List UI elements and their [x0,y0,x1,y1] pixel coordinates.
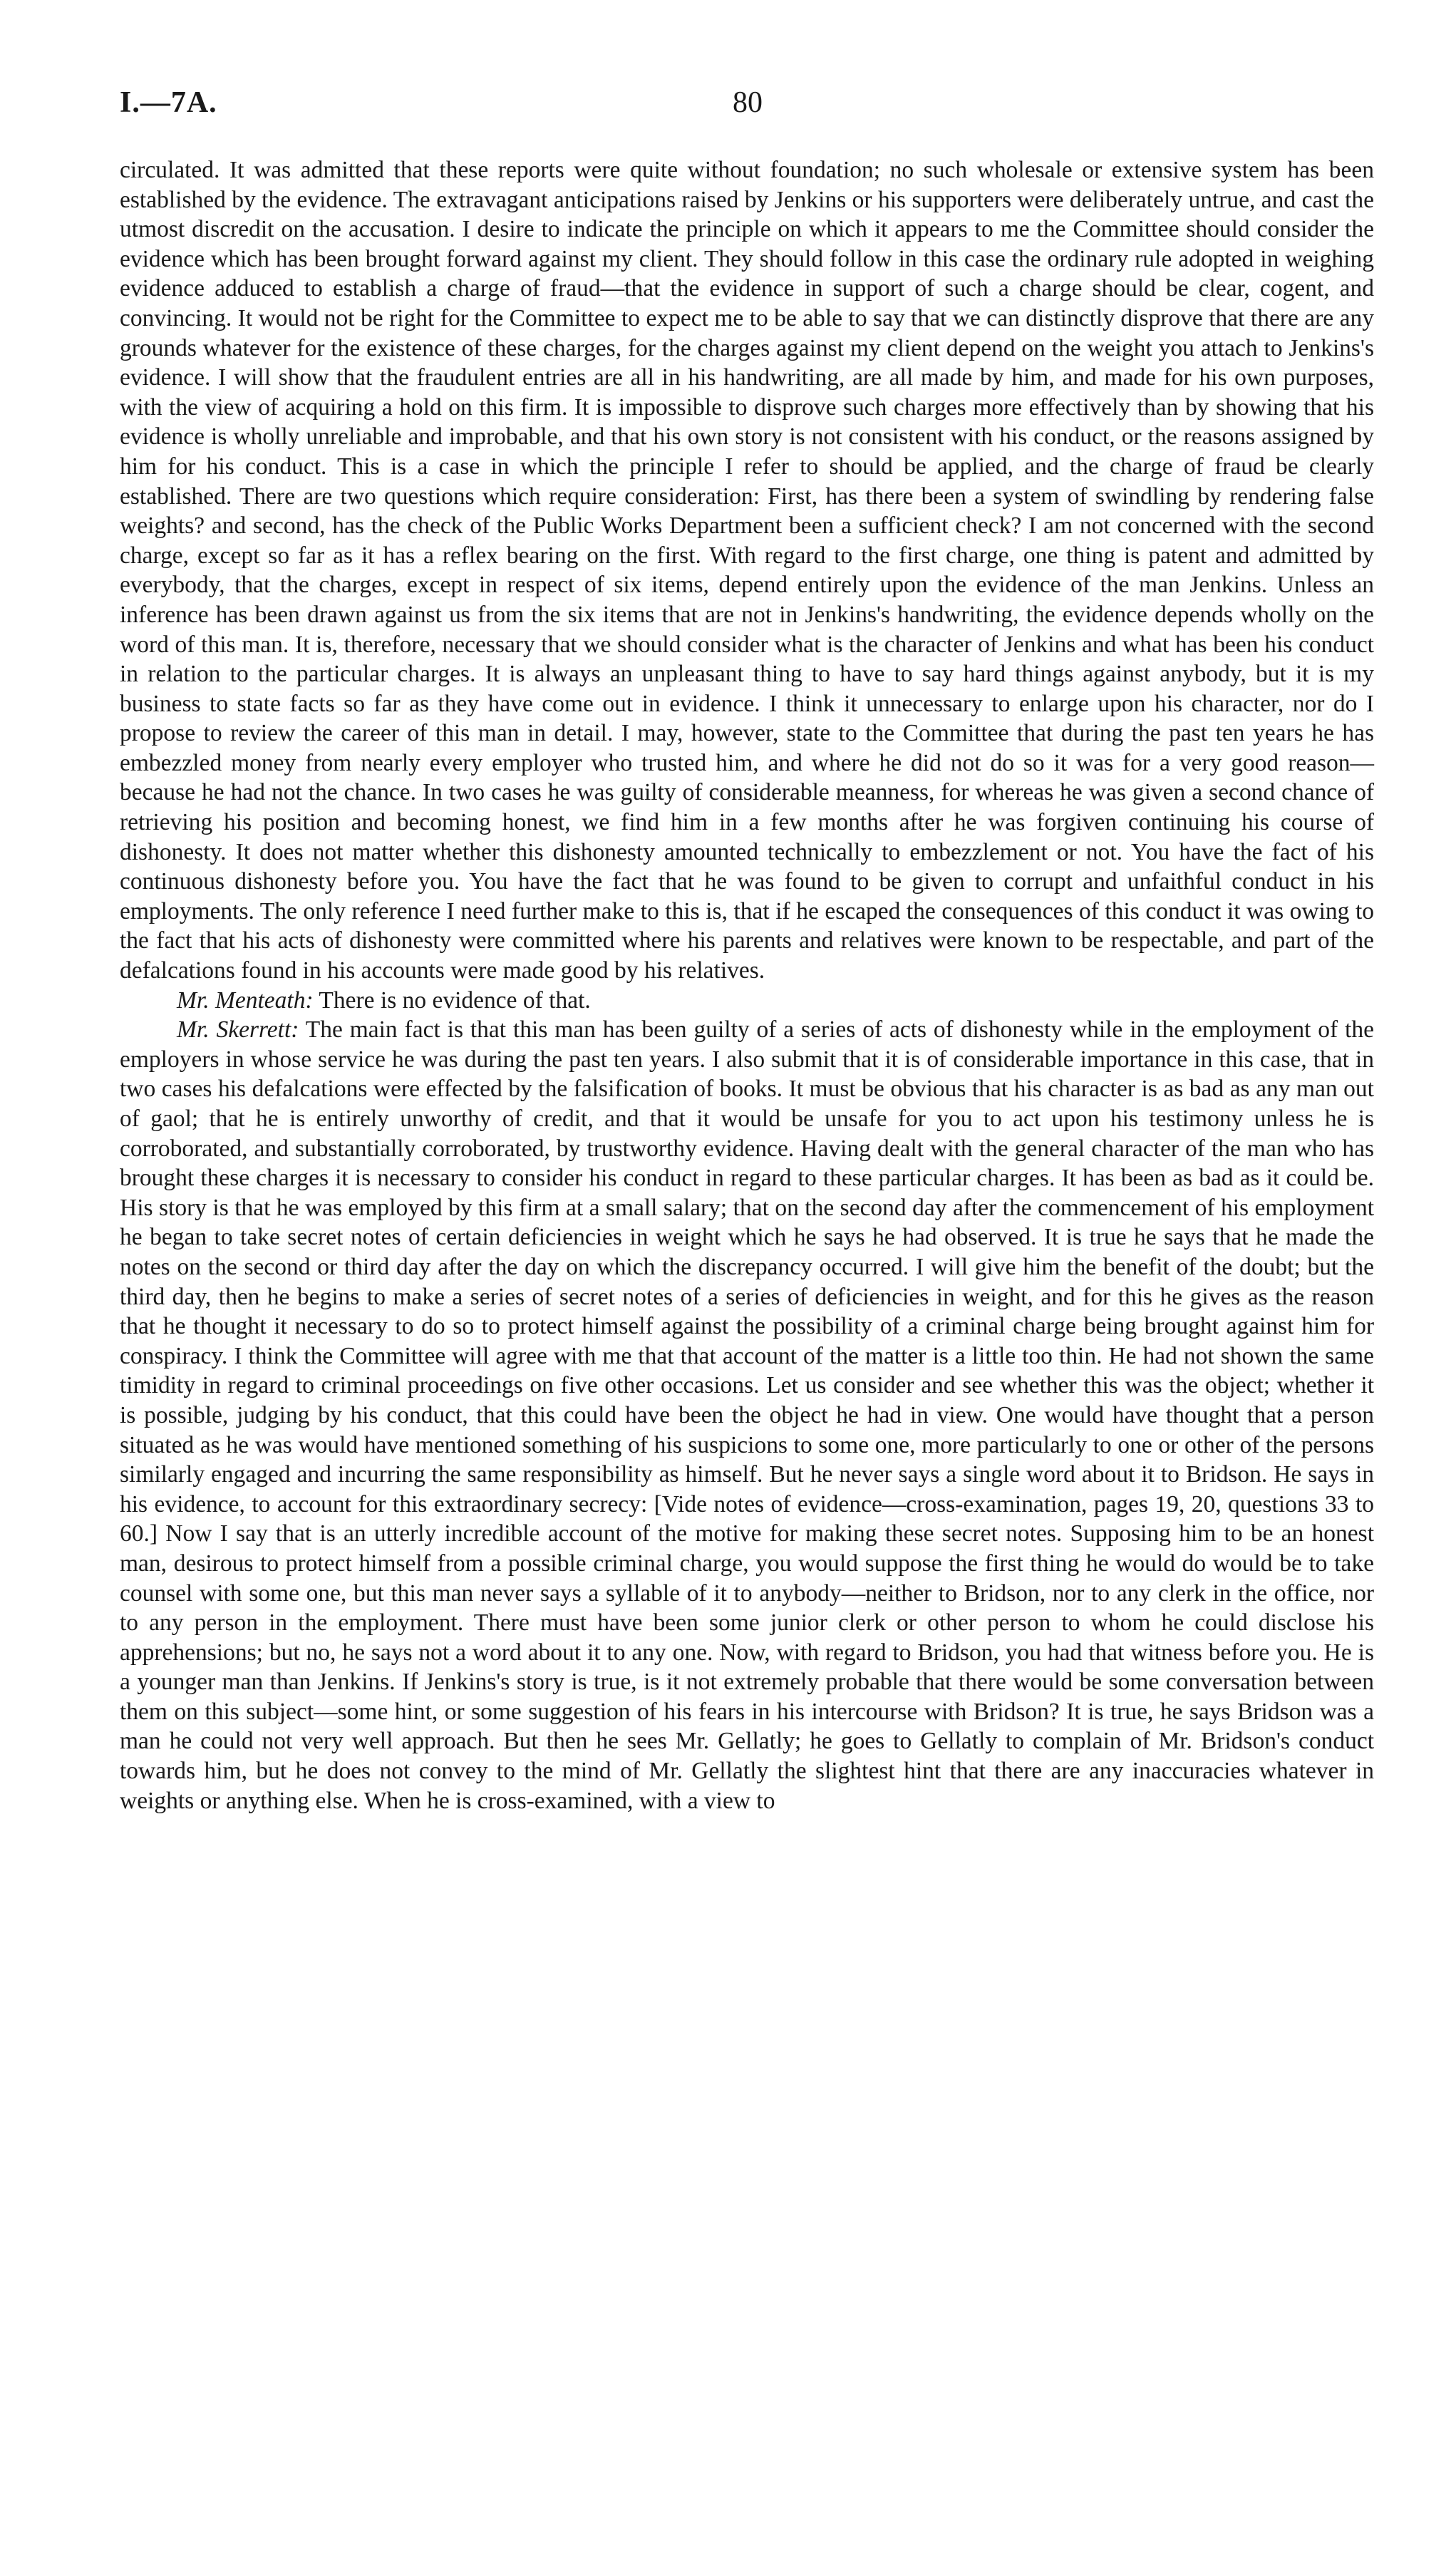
paragraph [120,986,1374,1016]
paragraph [120,155,1374,986]
speaker-name: Mr. Skerrett: [177,1016,299,1044]
body-text [120,155,1374,1815]
speaker-name: Mr. Menteath: [177,986,314,1014]
paragraph-text: circulated. It was admitted that these reports were quite without foundation; no such wholesale or extensive system has been established by the evidence. The extravagant anticipations raised by Jenkins or his supporters were deliberately untrue, and cast the utmost discredit on the accusation. I desire to indicate the principle on which it appears to me the Committee should consider the evidence which has been brought forward against my client. They should follow in this case the ordinary rule adopted in weighing evidence adduced to establish a charge of fraud—that the evidence in support of such a charge should be clear, cogent, and convincing. It would not be right for the Committee to expect me to be able to say that we can distinctly disprove that there are any grounds whatever for the existence of these charges, for the charges against my client depend on the weight you attach to Jenkins's evidence. I will show that the fraudulent entries are all in his handwriting, are all made by him, and made for his own purposes, with the view of acquiring a hold on this firm. It is impossible to disprove such charges more effectively than by showing that his evidence is wholly unreliable and improbable, and that his own story is not consistent with his conduct, or the reasons assigned by him for his conduct. This is a case in which the principle I refer to should be applied, and the charge of fraud be clearly established. There are two questions which require consideration: First, has there been a system of swindling by rendering false weights? and second, has the check of the Public Works Department been a sufficient check? I am not concerned with the second charge, except so far as it has a reflex bearing on the first. With regard to the first charge, one thing is patent and admitted by everybody, that the charges, except in respect of six items, depend entirely upon the evidence of the man Jenkins. Unless an inference has been drawn against us from the six items that are not in Jenkins's handwriting, the evidence depends wholly on the word of this man. It is, therefore, necessary that we should consider what is the character of Jenkins and what has been his conduct in relation to the particular charges. It is always an unpleasant thing to have to say hard things against anybody, but it is my business to state facts so far as they have come out in evidence. I think it unnecessary to enlarge upon his character, nor do I propose to review the career of this man in detail. I may, however, state to the Committee that during the past ten years he has embezzled money from nearly every employer who trusted him, and where he did not do so it was for a very good reason—because he had not the chance. In two cases he was guilty of considerable meanness, for whereas he was given a second chance of retrieving his position and becoming honest, we find him in a few months after he was forgiven continuing his course of dishonesty. It does not matter whether this dishonesty amounted technically to embezzlement or not. You have the fact of his continuous dishonesty before you. You have the fact that he was found to be given to corrupt and unfaithful conduct in his employments. The only reference I need further make to this is, that if he escaped the consequences of this conduct it was owing to the fact that his acts of dishonesty were committed where his parents and relatives were known to be respectable, and part of the defalcations found in his accounts were made good by his relatives. [120,157,1374,984]
page-number: 80 [733,86,763,119]
paragraph [120,1015,1374,1815]
document-reference: I.—7A. [120,86,217,119]
paragraph-text: There is no evidence of that. [313,986,591,1014]
paragraph-text: The main fact is that this man has been guilty of a series of acts of dishonesty while in the employment of the employers in whose service he was during the past ten years. I also submit that it is of considerable importance in this case, that in two cases his defalcations were effected by the falsification of books. It must be obvious that his character is as bad as any man out of gaol; that he is entirely unworthy of credit, and that it would be unsafe for you to act upon his testimony unless he is corroborated, and substantially corroborated, by trustworthy evidence. Having dealt with the general character of the man who has brought these charges it is necessary to consider his conduct in regard to these particular charges. It has been as bad as it could be. His story is that he was employed by this firm at a small salary; that on the second day after the commencement of his employment he began to take secret notes of certain deficiencies in weight which he says he had observed. It is true he says that he made the notes on the second or third day after the day on which the discrepancy occurred. I will give him the benefit of the doubt; but the third day, then he begins to make a series of secret notes of a series of deficiencies in weight, and for this he gives as the reason that he thought it necessary to do so to protect himself against the possibility of a criminal charge being brought against him for conspiracy. I think the Committee will agree with me that that account of the matter is a little too thin. He had not shown the same timidity in regard to criminal proceedings on five other occasions. Let us consider and see whether this was the object; whether it is possible, judging by his conduct, that this could have been the object he had in view. One would have thought that a person situated as he was would have mentioned something of his suspicions to some one, more particularly to one or other of the persons similarly engaged and incurring the same responsibility as himself. But he never says a single word about it to Bridson. He says in his evidence, to account for this extraordinary secrecy: [Vide notes of evidence—cross-examination, pages 19, 20, questions 33 to 60.] Now I say that is an utterly incredible account of the motive for making these secret notes. Supposing him to be an honest man, desirous to protect himself from a possible criminal charge, you would suppose the first thing he would do would be to take counsel with some one, but this man never says a syllable of it to anybody—neither to Bridson, nor to any clerk in the office, nor to any person in the employment. There must have been some junior clerk or other person to whom he could disclose his apprehensions; but no, he says not a word about it to any one. Now, with regard to Bridson, you had that witness before you. He is a younger man than Jenkins. If Jenkins's story is true, is it not extremely probable that there would be some conversation between them on this subject—some hint, or some suggestion of his fears in his intercourse with Bridson? It is true, he says Bridson was a man he could not very well approach. But then he sees Mr. Gellatly; he goes to Gellatly to complain of Mr. Bridson's conduct towards him, but he does not convey to the mind of Mr. Gellatly the slightest hint that there are any inaccuracies whatever in weights or anything else. When he is cross-examined, with a view to [120,1016,1375,1814]
page-header [120,86,1374,128]
